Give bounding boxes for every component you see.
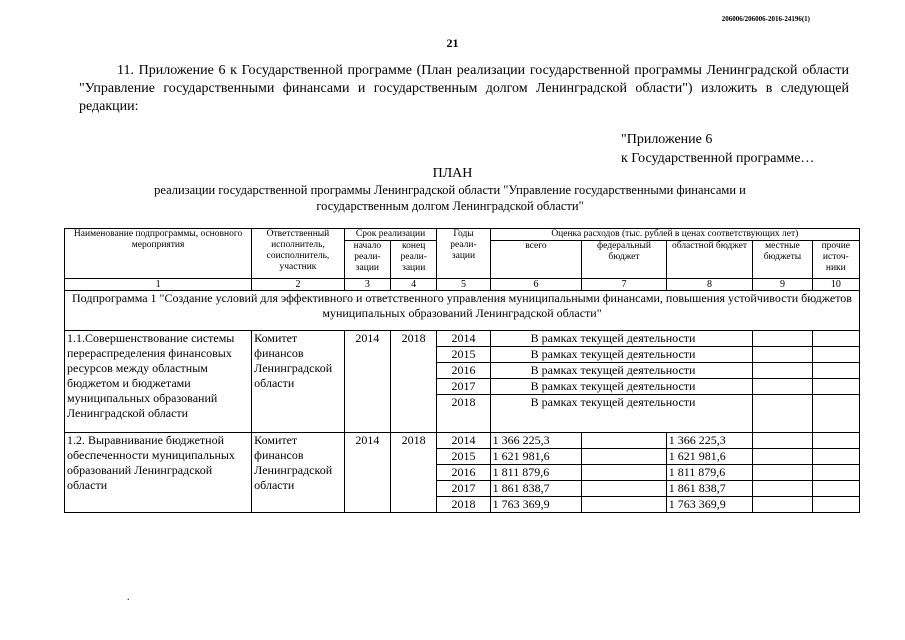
col-number: 9 [753, 279, 812, 291]
total-cell: 1 861 838,7 [490, 481, 582, 497]
activity-note: В рамках текущей деятельности [490, 395, 753, 433]
col-number: 1 [65, 279, 252, 291]
federal-cell [582, 433, 667, 449]
table-row [65, 433, 860, 449]
measure-start: 2014 [344, 433, 390, 513]
year-cell: 2018 [437, 497, 490, 513]
measure-executor: Комитет финансов Ленинградской области [252, 331, 345, 433]
federal-cell [582, 465, 667, 481]
table-row [65, 331, 860, 347]
local-cell [753, 395, 812, 433]
header-period: Срок реализации [344, 229, 437, 241]
measure-name: 1.2. Выравнивание бюджетной обеспеченности муниципальных образований Ленинградской области [65, 433, 252, 513]
header-start: начало реали-зации [344, 241, 390, 279]
other-cell [812, 481, 859, 497]
col-number: 5 [437, 279, 490, 291]
header-local: местные бюджеты [753, 241, 812, 279]
plan-title: ПЛАН [432, 166, 473, 181]
year-cell: 2014 [437, 433, 490, 449]
year-cell: 2015 [437, 449, 490, 465]
federal-cell [582, 481, 667, 497]
local-cell [753, 379, 812, 395]
plan-subtitle: реализации государственной программы Ленинградской области "Управление государственными финансами и государственным долгом Ленинградской области" [154, 183, 746, 213]
total-cell: 1 621 981,6 [490, 449, 582, 465]
other-cell [812, 449, 859, 465]
col-number: 10 [812, 279, 859, 291]
regional-cell: 1 621 981,6 [666, 449, 753, 465]
header-regional: областной бюджет [666, 241, 753, 279]
appendix-reference [621, 130, 814, 168]
other-cell [812, 395, 859, 433]
measure-start: 2014 [344, 331, 390, 433]
footer-mark: . [127, 592, 130, 603]
header-estimate: Оценка расходов (тыс. рублей в ценах соответствующих лет) [490, 229, 859, 241]
year-cell: 2014 [437, 331, 490, 347]
measure-end: 2018 [391, 331, 437, 433]
header-other: прочие источ-ники [812, 241, 859, 279]
total-cell: 1 366 225,3 [490, 433, 582, 449]
header-executor: Ответственный исполнитель, соисполнитель, участник [252, 229, 345, 279]
col-number: 7 [582, 279, 667, 291]
local-cell [753, 465, 812, 481]
year-cell: 2017 [437, 379, 490, 395]
header-name: Наименование подпрограммы, основного мероприятия [65, 229, 252, 279]
header-row-1 [65, 229, 860, 241]
local-cell [753, 497, 812, 513]
local-cell [753, 347, 812, 363]
document-id: 206006/206006-2016-24196(1) [721, 15, 810, 23]
total-cell: 1 811 879,6 [490, 465, 582, 481]
col-number: 6 [490, 279, 582, 291]
local-cell [753, 433, 812, 449]
col-number: 8 [666, 279, 753, 291]
col-number: 4 [391, 279, 437, 291]
measure-end: 2018 [391, 433, 437, 513]
column-number-row [65, 279, 860, 291]
plan-table [64, 228, 860, 513]
year-cell: 2018 [437, 395, 490, 433]
other-cell [812, 379, 859, 395]
activity-note: В рамках текущей деятельности [490, 363, 753, 379]
year-cell: 2016 [437, 465, 490, 481]
other-cell [812, 433, 859, 449]
col-number: 3 [344, 279, 390, 291]
federal-cell [582, 497, 667, 513]
year-cell: 2015 [437, 347, 490, 363]
other-cell [812, 497, 859, 513]
local-cell [753, 481, 812, 497]
col-number: 2 [252, 279, 345, 291]
activity-note: В рамках текущей деятельности [490, 347, 753, 363]
other-cell [812, 347, 859, 363]
measure-name: 1.1.Совершенствование системы перераспределения финансовых ресурсов между областным бюджетом и бюджетами муниципальных образований Ленинградской области [65, 331, 252, 433]
year-cell: 2016 [437, 363, 490, 379]
year-cell: 2017 [437, 481, 490, 497]
header-end: конец реали-зации [391, 241, 437, 279]
activity-note: В рамках текущей деятельности [490, 331, 753, 347]
page-number: 21 [446, 36, 459, 50]
intro-paragraph: 11. Приложение 6 к Государственной программе (План реализации государственной программы Ленинградской области "Управление государственными финансами и государственным долгом Ленинградской области") изложить в следующей редакции: [79, 63, 849, 114]
local-cell [753, 449, 812, 465]
subprogram-row [65, 291, 860, 331]
header-years: Годы реали-зации [437, 229, 490, 279]
header-total: всего [490, 241, 582, 279]
other-cell [812, 331, 859, 347]
measure-executor: Комитет финансов Ленинградской области [252, 433, 345, 513]
local-cell [753, 363, 812, 379]
other-cell [812, 363, 859, 379]
total-cell: 1 763 369,9 [490, 497, 582, 513]
header-federal: федеральный бюджет [582, 241, 667, 279]
regional-cell: 1 366 225,3 [666, 433, 753, 449]
federal-cell [582, 449, 667, 465]
other-cell [812, 465, 859, 481]
regional-cell: 1 763 369,9 [666, 497, 753, 513]
appendix-line-1: "Приложение 6 [621, 132, 713, 147]
regional-cell: 1 861 838,7 [666, 481, 753, 497]
regional-cell: 1 811 879,6 [666, 465, 753, 481]
activity-note: В рамках текущей деятельности [490, 379, 753, 395]
subprogram-title: Подпрограмма 1 "Создание условий для эффективного и ответственного управления муниципальными финансами, повышения устойчивости бюджетов муниципальных образований Ленинградской области" [65, 291, 860, 331]
local-cell [753, 331, 812, 347]
appendix-line-2: к Государственной программе… [621, 151, 815, 166]
